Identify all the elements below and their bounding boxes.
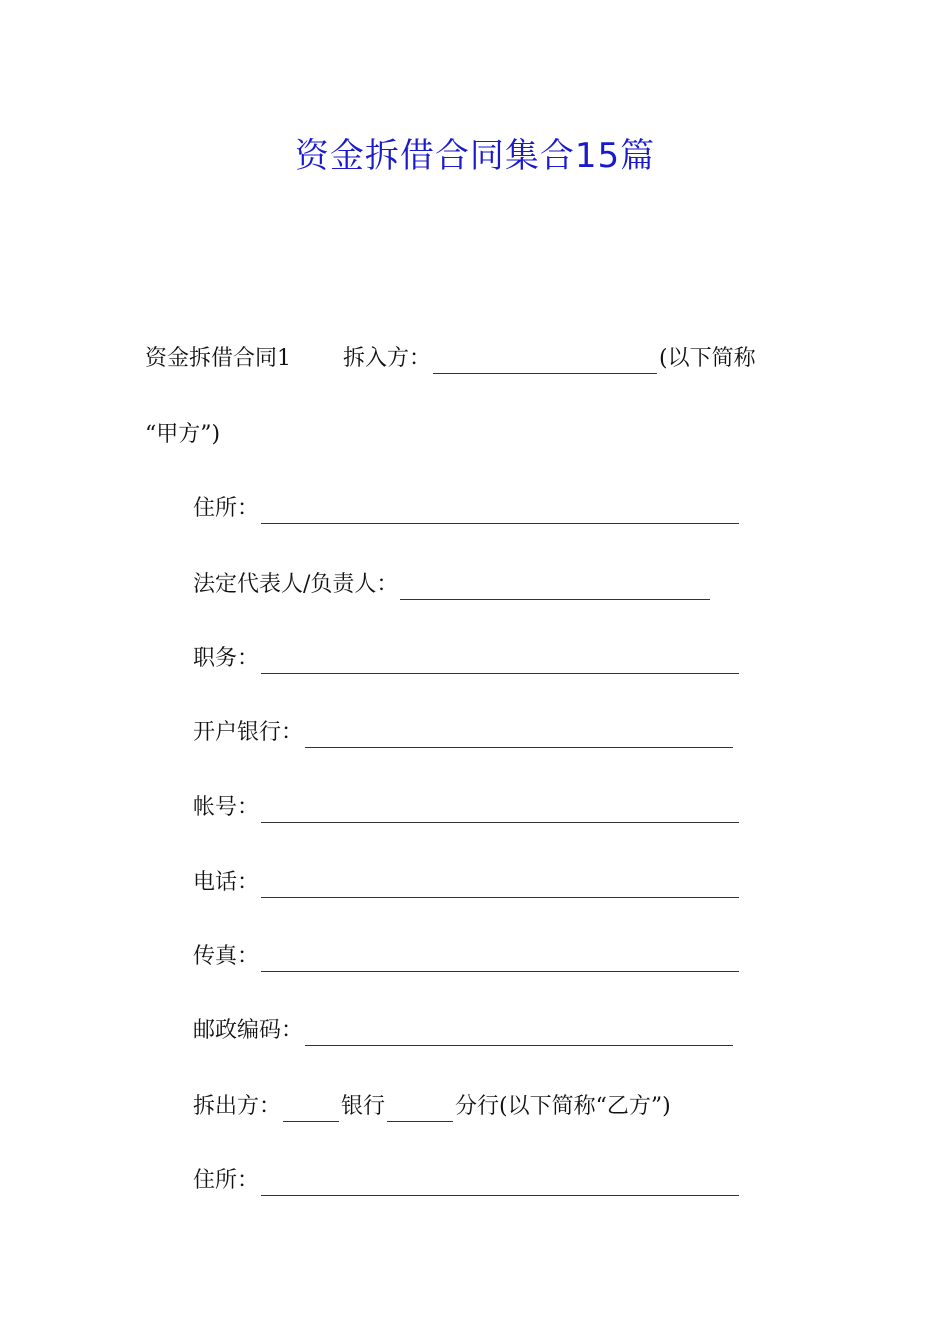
- party-b-bank: 银行: [341, 1094, 386, 1119]
- fax-blank[interactable]: [261, 949, 739, 972]
- field-legal-rep: [193, 570, 712, 600]
- field-postcode: [193, 1016, 735, 1046]
- document-title: 资金拆借合同集合15篇: [294, 136, 656, 176]
- field-label: 邮政编码：: [193, 1018, 304, 1043]
- field-label: 职务：: [193, 646, 260, 671]
- party-a-alias: “甲方”): [145, 422, 221, 447]
- field-label: 传真：: [193, 944, 260, 969]
- party-a-suffix: (以下简称: [659, 346, 756, 371]
- party-a-line: [145, 344, 756, 374]
- party-b-bank-blank[interactable]: [283, 1099, 339, 1122]
- field-position: [193, 644, 741, 674]
- position-blank[interactable]: [261, 651, 739, 674]
- party-b-line: [193, 1092, 671, 1122]
- field-label: 帐号：: [193, 795, 260, 820]
- field-label: 开户银行：: [193, 720, 304, 745]
- field-address-b: [193, 1166, 741, 1196]
- field-address-a: [193, 494, 741, 524]
- field-account: [193, 793, 741, 823]
- address-b-blank[interactable]: [261, 1173, 739, 1196]
- party-b-branch-blank[interactable]: [387, 1099, 453, 1122]
- postcode-blank[interactable]: [305, 1023, 733, 1046]
- field-label: 住所：: [193, 496, 260, 521]
- section-label: 资金拆借合同1: [145, 346, 291, 371]
- field-label: 住所：: [193, 1168, 260, 1193]
- party-a-alias-line: [145, 420, 220, 450]
- field-phone: [193, 868, 741, 898]
- party-a-name-blank[interactable]: [433, 351, 657, 374]
- field-label: 电话：: [193, 870, 260, 895]
- account-blank[interactable]: [261, 800, 739, 823]
- field-label: 法定代表人/负责人：: [193, 572, 399, 597]
- party-b-label: 拆出方：: [193, 1094, 282, 1119]
- field-fax: [193, 942, 741, 972]
- phone-blank[interactable]: [261, 875, 739, 898]
- address-a-blank[interactable]: [261, 501, 739, 524]
- field-bank: [193, 718, 735, 748]
- party-a-label: 拆入方：: [343, 346, 432, 371]
- legal-rep-blank[interactable]: [400, 577, 710, 600]
- party-b-branch: 分行(以下简称“乙方”): [455, 1094, 671, 1119]
- bank-blank[interactable]: [305, 725, 733, 748]
